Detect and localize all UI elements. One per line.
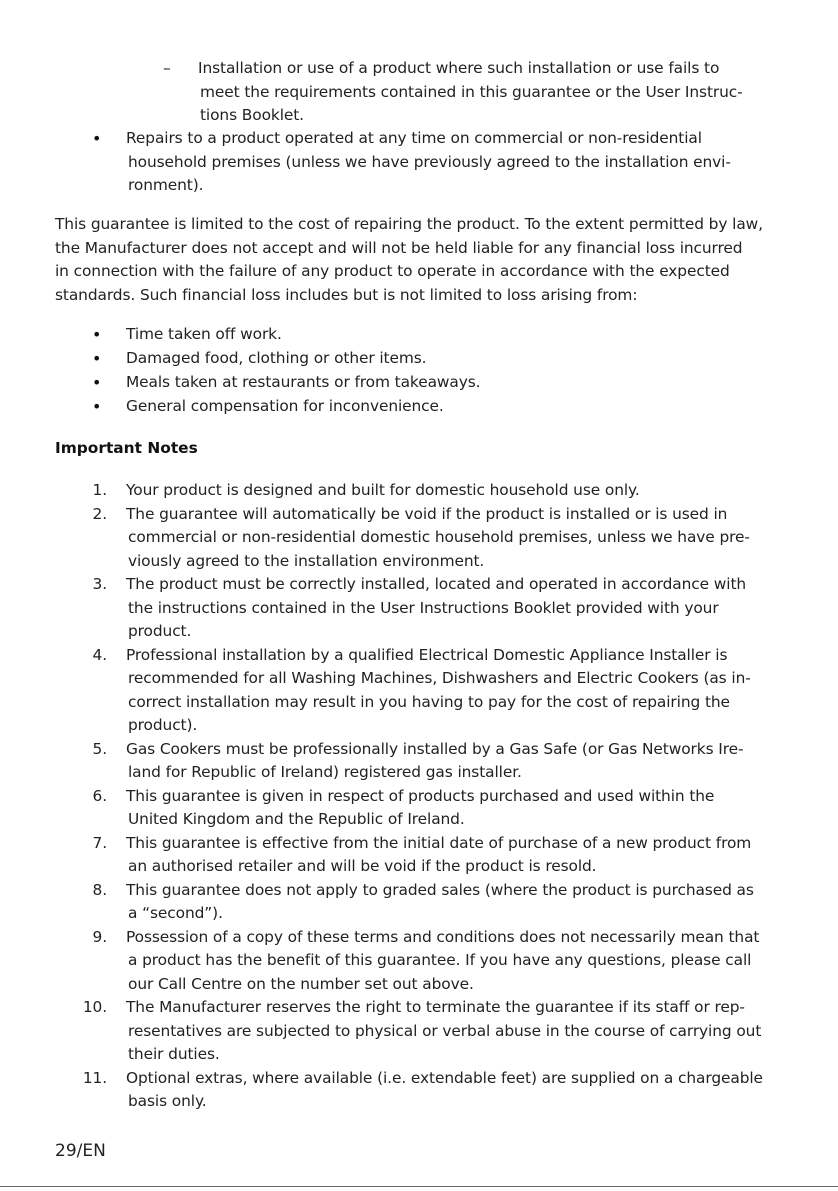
note-text-line: correct installation may result in you having to pay for the cost of repairing the bbox=[128, 692, 730, 711]
text-line: This guarantee is limited to the cost of repairing the product. To the extent permitted by law, bbox=[55, 215, 763, 233]
note-text-line: This guarantee does not apply to graded sales (where the product is purchased as bbox=[126, 880, 754, 899]
text-line: in connection with the failure of any product to operate in accordance with the expected bbox=[55, 262, 730, 280]
text-line: tions Booklet. bbox=[200, 106, 304, 124]
section-heading: Important Notes bbox=[55, 439, 198, 457]
note-number: 10. bbox=[82, 998, 107, 1016]
note-number: 9. bbox=[92, 927, 107, 946]
note-text-line: The guarantee will automatically be void if the product is installed or is used in bbox=[126, 504, 728, 523]
note-number: 8. bbox=[92, 880, 107, 899]
note-text-line: This guarantee is given in respect of products purchased and used within the bbox=[126, 786, 715, 805]
text-line: the Manufacturer does not accept and will not be held liable for any financial loss incurred bbox=[55, 238, 743, 257]
note-text-line: product). bbox=[128, 716, 198, 734]
note-text-line: Optional extras, where available (i.e. extendable feet) are supplied on a chargeable bbox=[126, 1068, 763, 1087]
note-text-line: our Call Centre on the number set out above. bbox=[128, 974, 474, 993]
note-text-line: viously agreed to the installation environment. bbox=[128, 551, 485, 570]
note-text-line: United Kingdom and the Republic of Ireland. bbox=[128, 810, 465, 828]
note-text-line: This guarantee is effective from the initial date of purchase of a new product from bbox=[126, 833, 752, 852]
text-line: Repairs to a product operated at any time on commercial or non-residential bbox=[126, 129, 702, 147]
bottom-rule bbox=[0, 1186, 838, 1187]
note-number: 6. bbox=[92, 786, 107, 805]
note-text-line: Professional installation by a qualified Electrical Domestic Appliance Installer is bbox=[126, 645, 728, 664]
note-text-line: resentatives are subjected to physical or verbal abuse in the course of carrying out bbox=[128, 1021, 762, 1040]
note-number: 4. bbox=[92, 645, 107, 664]
note-text-line: The product must be correctly installed, located and operated in accordance with bbox=[126, 575, 747, 593]
dash-marker: – bbox=[163, 59, 171, 77]
note-text-line: a product has the benefit of this guarantee. If you have any questions, please call bbox=[128, 951, 752, 969]
list-item-text: Time taken off work. bbox=[126, 325, 282, 343]
note-number: 11. bbox=[82, 1068, 107, 1087]
note-number: 3. bbox=[92, 575, 107, 593]
text-line: Installation or use of a product where such installation or use fails to bbox=[198, 59, 720, 77]
list-item-text: Damaged food, clothing or other items. bbox=[126, 349, 427, 367]
limitation-paragraph bbox=[55, 213, 763, 307]
text-line: meet the requirements contained in this guarantee or the User Instruc- bbox=[200, 82, 743, 101]
note-text-line: product. bbox=[128, 622, 192, 640]
bullet-marker: • bbox=[92, 373, 102, 392]
note-text-line: Your product is designed and built for domestic household use only. bbox=[126, 481, 640, 499]
text-line: ronment). bbox=[128, 176, 204, 194]
note-text-line: commercial or non-residential domestic household premises, unless we have pre- bbox=[128, 528, 750, 546]
note-text-line: basis only. bbox=[128, 1092, 207, 1110]
page-number: 29/EN bbox=[55, 1141, 106, 1161]
note-text-line: their duties. bbox=[128, 1045, 220, 1063]
list-item-text: Meals taken at restaurants or from takeaways. bbox=[126, 373, 481, 391]
note-number: 5. bbox=[92, 739, 107, 758]
note-text-line: recommended for all Washing Machines, Dishwashers and Electric Cookers (as in- bbox=[128, 669, 751, 687]
list-item-text: General compensation for inconvenience. bbox=[126, 397, 444, 415]
note-text-line: Possession of a copy of these terms and conditions does not necessarily mean that bbox=[126, 927, 760, 946]
bullet-marker: • bbox=[92, 325, 102, 344]
text-line: standards. Such financial loss includes but is not limited to loss arising from: bbox=[55, 285, 638, 304]
bullet-marker: • bbox=[92, 349, 102, 368]
note-text-line: Gas Cookers must be professionally installed by a Gas Safe (or Gas Networks Ire- bbox=[126, 739, 744, 758]
note-text-line: an authorised retailer and will be void if the product is resold. bbox=[128, 857, 597, 875]
note-number: 2. bbox=[92, 504, 107, 523]
bullet-marker: • bbox=[92, 397, 102, 416]
text-line: household premises (unless we have previously agreed to the installation envi- bbox=[128, 152, 731, 171]
note-text-line: a “second”). bbox=[128, 904, 223, 922]
exclusion-bullet-item bbox=[126, 127, 731, 198]
note-text-line: The Manufacturer reserves the right to terminate the guarantee if its staff or rep- bbox=[126, 998, 745, 1016]
bullet-marker: • bbox=[92, 129, 102, 148]
note-text-line: land for Republic of Ireland) registered gas installer. bbox=[128, 763, 522, 781]
note-text-line: the instructions contained in the User Instructions Booklet provided with your bbox=[128, 598, 719, 617]
note-number: 1. bbox=[92, 481, 107, 499]
exclusion-sub-item bbox=[198, 57, 743, 128]
note-number: 7. bbox=[92, 833, 107, 852]
